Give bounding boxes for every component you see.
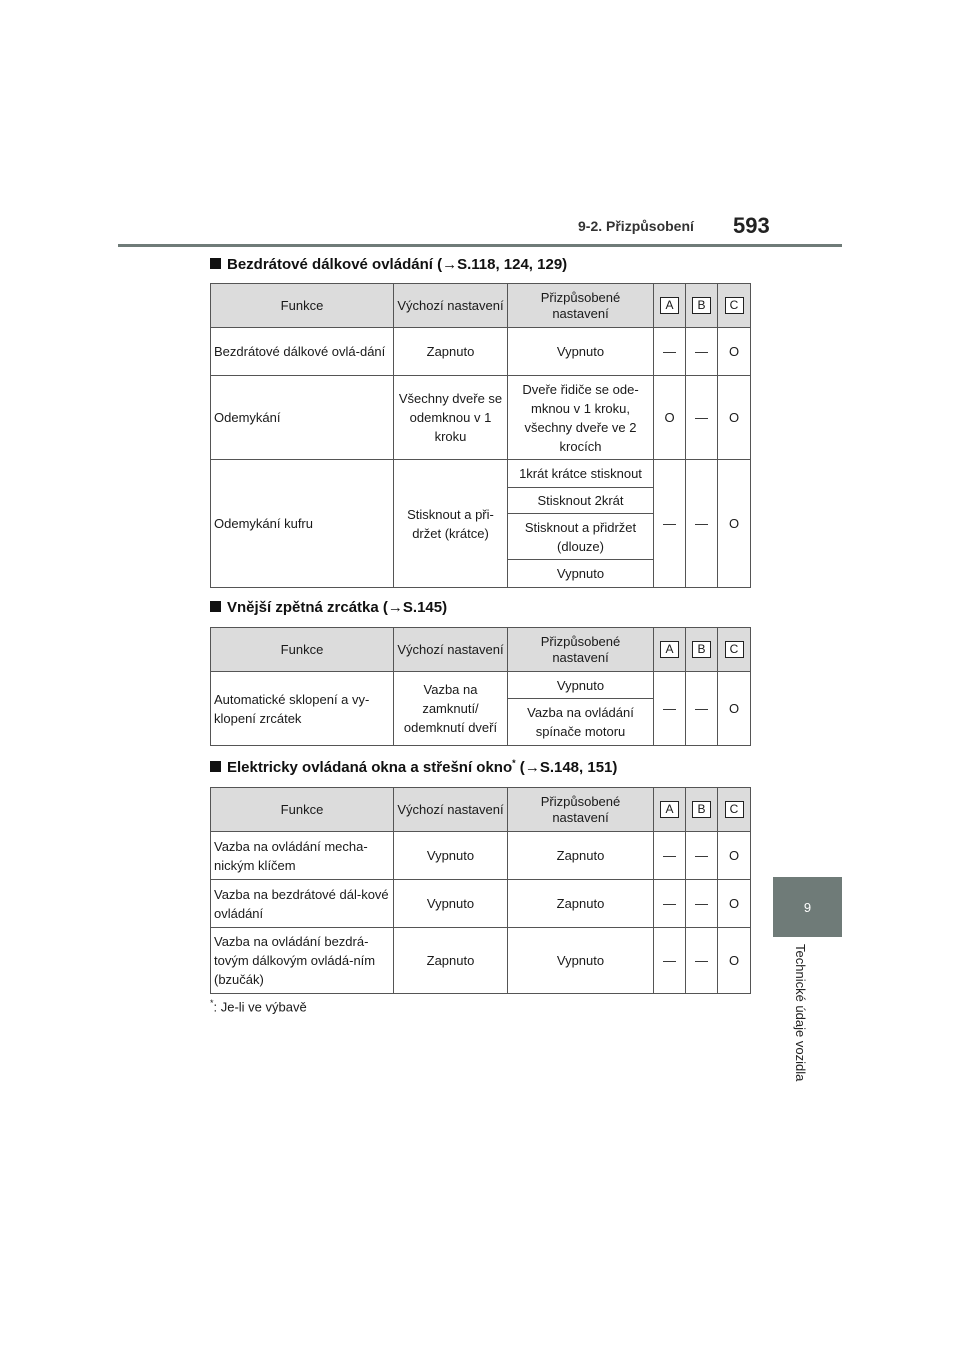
cell-b: — bbox=[686, 460, 718, 588]
cell-b: — bbox=[686, 328, 718, 376]
cell-b: — bbox=[686, 928, 718, 994]
col-header-prizpusobene: Přizpůsobené nastavení bbox=[508, 788, 654, 832]
cell-vychozi: Všechny dveře se odemknou v 1 kroku bbox=[394, 376, 508, 460]
section-title: 9-2. Přizpůsobení bbox=[578, 218, 694, 234]
col-header-vychozi: Výchozí nastavení bbox=[394, 788, 508, 832]
cell-funkce: Vazba na ovládání bezdrá-tovým dálkovým ovládá-ním (bzučák) bbox=[211, 928, 394, 994]
cell-a: — bbox=[654, 880, 686, 928]
table-header-row bbox=[211, 628, 751, 672]
cell-option: 1krát krátce stisknout bbox=[508, 460, 654, 488]
cell-funkce: Bezdrátové dálkové ovlá-dání bbox=[211, 328, 394, 376]
cell-a: O bbox=[654, 376, 686, 460]
arrow-icon: → bbox=[387, 599, 403, 616]
col-header-b: B bbox=[692, 801, 711, 818]
table-row bbox=[211, 880, 751, 928]
cell-vychozi: Stisknout a při-držet (krátce) bbox=[394, 460, 508, 588]
col-header-b: B bbox=[692, 297, 711, 314]
ref-open: ( bbox=[515, 759, 525, 776]
table-row bbox=[211, 460, 751, 488]
cell-funkce: Vazba na ovládání mecha-nickým klíčem bbox=[211, 832, 394, 880]
col-header-a: A bbox=[660, 641, 679, 658]
cell-a: — bbox=[654, 672, 686, 746]
col-header-funkce: Funkce bbox=[211, 284, 394, 328]
chapter-number: 9 bbox=[803, 899, 812, 915]
col-header-a: A bbox=[660, 297, 679, 314]
table-remote bbox=[210, 283, 751, 588]
table-windows bbox=[210, 787, 751, 994]
cell-option: Stisknout a přidržet (dlouze) bbox=[508, 514, 654, 560]
col-header-c: C bbox=[725, 297, 744, 314]
page-number: 593 bbox=[733, 213, 770, 238]
cell-vychozi: Vypnuto bbox=[394, 880, 508, 928]
footnote bbox=[210, 998, 307, 1014]
cell-prizpusobene: Vypnuto bbox=[508, 928, 654, 994]
cell-a: — bbox=[654, 460, 686, 588]
footnote-text: : Je-li ve výbavě bbox=[213, 999, 307, 1015]
page-reference: S.118, 124, 129) bbox=[457, 256, 568, 273]
section-heading-remote bbox=[210, 256, 567, 273]
cell-funkce: Odemykání bbox=[211, 376, 394, 460]
cell-c: O bbox=[718, 376, 751, 460]
cell-option: Vypnuto bbox=[508, 560, 654, 588]
square-bullet-icon bbox=[210, 258, 221, 269]
header-divider bbox=[118, 244, 842, 247]
section-heading-mirrors bbox=[210, 599, 447, 616]
chapter-tab bbox=[773, 877, 842, 937]
col-header-b: B bbox=[692, 641, 711, 658]
square-bullet-icon bbox=[210, 761, 221, 772]
heading-text: Elektricky ovládaná okna a střešní okno bbox=[227, 759, 513, 776]
page-reference: S.148, 151) bbox=[539, 759, 618, 776]
table-row bbox=[211, 928, 751, 994]
table-mirrors bbox=[210, 627, 751, 746]
cell-vychozi: Zapnuto bbox=[394, 928, 508, 994]
cell-b: — bbox=[686, 376, 718, 460]
cell-c: O bbox=[718, 672, 751, 746]
cell-c: O bbox=[718, 928, 751, 994]
cell-c: O bbox=[718, 460, 751, 588]
arrow-icon: → bbox=[442, 256, 458, 273]
cell-funkce: Odemykání kufru bbox=[211, 460, 394, 588]
col-header-prizpusobene: Přizpůsobené nastavení bbox=[508, 284, 654, 328]
chapter-label: Technické údaje vozidla bbox=[793, 944, 808, 1082]
col-header-funkce: Funkce bbox=[211, 788, 394, 832]
col-header-vychozi: Výchozí nastavení bbox=[394, 284, 508, 328]
table-header-row bbox=[211, 788, 751, 832]
cell-b: — bbox=[686, 832, 718, 880]
col-header-vychozi: Výchozí nastavení bbox=[394, 628, 508, 672]
cell-c: O bbox=[718, 328, 751, 376]
cell-a: — bbox=[654, 832, 686, 880]
col-header-funkce: Funkce bbox=[211, 628, 394, 672]
cell-option: Vazba na ovládání spínače motoru bbox=[508, 699, 654, 746]
table-row bbox=[211, 328, 751, 376]
cell-prizpusobene: Vypnuto bbox=[508, 328, 654, 376]
cell-prizpusobene: Zapnuto bbox=[508, 880, 654, 928]
cell-option: Stisknout 2krát bbox=[508, 488, 654, 514]
table-row bbox=[211, 832, 751, 880]
heading-text: Bezdrátové dálkové ovládání ( bbox=[227, 256, 443, 273]
col-header-c: C bbox=[725, 641, 744, 658]
col-header-c: C bbox=[725, 801, 744, 818]
square-bullet-icon bbox=[210, 601, 221, 612]
table-row bbox=[211, 376, 751, 460]
cell-vychozi: Vypnuto bbox=[394, 832, 508, 880]
footnote-marker: * bbox=[512, 758, 516, 768]
cell-vychozi: Vazba na zamknutí/ odemknutí dveří bbox=[394, 672, 508, 746]
cell-prizpusobene: Dveře řidiče se ode-mknou v 1 kroku, všechny dveře ve 2 krocích bbox=[508, 376, 654, 460]
footnote-mark: * bbox=[210, 998, 214, 1008]
arrow-icon: → bbox=[524, 759, 540, 776]
cell-funkce: Vazba na bezdrátové dál-kové ovládání bbox=[211, 880, 394, 928]
cell-funkce: Automatické sklopení a vy-klopení zrcátek bbox=[211, 672, 394, 746]
cell-c: O bbox=[718, 880, 751, 928]
col-header-prizpusobene: Přizpůsobené nastavení bbox=[508, 628, 654, 672]
cell-a: — bbox=[654, 328, 686, 376]
cell-c: O bbox=[718, 832, 751, 880]
cell-b: — bbox=[686, 880, 718, 928]
table-row bbox=[211, 672, 751, 699]
table-header-row bbox=[211, 284, 751, 328]
cell-vychozi: Zapnuto bbox=[394, 328, 508, 376]
cell-b: — bbox=[686, 672, 718, 746]
cell-option: Vypnuto bbox=[508, 672, 654, 699]
heading-text: Vnější zpětná zrcátka ( bbox=[227, 599, 388, 616]
cell-a: — bbox=[654, 928, 686, 994]
page-reference: S.145) bbox=[402, 599, 448, 616]
col-header-a: A bbox=[660, 801, 679, 818]
section-heading-windows bbox=[210, 758, 617, 776]
cell-prizpusobene: Zapnuto bbox=[508, 832, 654, 880]
